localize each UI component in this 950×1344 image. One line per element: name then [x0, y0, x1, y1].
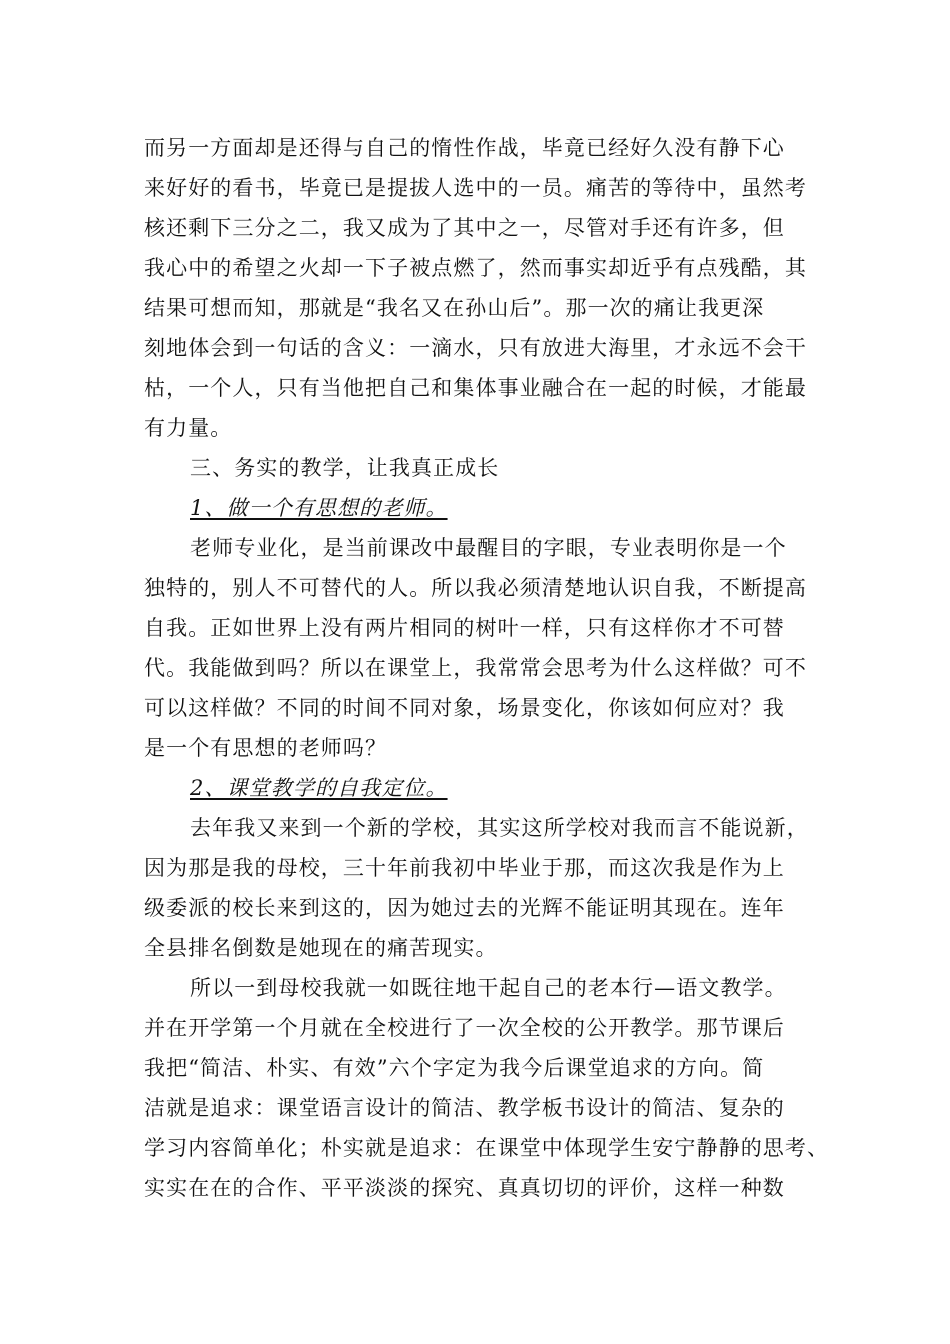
section-heading: 三、务实的教学，让我真正成长 — [190, 456, 500, 480]
body-text-line: 而另一方面却是还得与自己的惰性作战，毕竟已经好久没有静下心 — [144, 136, 785, 160]
body-text-line: 有力量。 — [144, 416, 233, 440]
subsection-heading: 2、课堂教学的自我定位。 — [190, 776, 448, 800]
body-text-line: 枯，一个人，只有当他把自己和集体事业融合在一起的时候，才能最 — [144, 376, 807, 400]
body-text-line: 并在开学第一个月就在全校进行了一次全校的公开教学。那节课后 — [144, 1016, 785, 1040]
body-text-line: 可以这样做？不同的时间不同对象，场景变化，你该如何应对？我 — [144, 696, 785, 720]
body-text-line: 独特的，别人不可替代的人。所以我必须清楚地认识自我，不断提高 — [144, 576, 807, 600]
body-text-line: 全县排名倒数是她现在的痛苦现实。 — [144, 936, 498, 960]
body-text-line: 实实在在的合作、平平淡淡的探究、真真切切的评价，这样一种数 — [144, 1176, 785, 1200]
body-text-line: 刻地体会到一句话的含义：一滴水，只有放进大海里，才永远不会干 — [144, 336, 807, 360]
paragraph-first-line: 老师专业化，是当前课改中最醒目的字眼，专业表明你是一个 — [190, 536, 787, 560]
body-text-line: 洁就是追求：课堂语言设计的简洁、教学板书设计的简洁、复杂的 — [144, 1096, 785, 1120]
body-text-line: 结果可想而知，那就是“我名又在孙山后”。那一次的痛让我更深 — [144, 296, 765, 320]
body-text-line: 代。我能做到吗？所以在课堂上，我常常会思考为什么这样做？可不 — [144, 656, 807, 680]
body-text-line: 是一个有思想的老师吗？ — [144, 736, 388, 760]
body-text-line: 因为那是我的母校，三十年前我初中毕业于那，而这次我是作为上 — [144, 856, 785, 880]
paragraph-first-line: 所以一到母校我就一如既往地干起自己的老本行—语文教学。 — [190, 976, 787, 1000]
body-text-line: 来好好的看书，毕竟已是提拔人选中的一员。痛苦的等待中，虽然考 — [144, 176, 807, 200]
body-text-line: 学习内容简单化；朴实就是追求：在课堂中体现学生安宁静静的思考、 — [144, 1136, 830, 1160]
paragraph-first-line: 去年我又来到一个新的学校，其实这所学校对我而言不能说新， — [190, 816, 809, 840]
body-text-line: 我心中的希望之火却一下子被点燃了，然而事实却近乎有点残酷，其 — [144, 256, 807, 280]
body-text-line: 我把“简洁、朴实、有效”六个字定为我今后课堂追求的方向。简 — [144, 1056, 765, 1080]
subsection-heading: 1、做一个有思想的老师。 — [190, 496, 448, 520]
body-text-line: 自我。正如世界上没有两片相同的树叶一样，只有这样你才不可替 — [144, 616, 785, 640]
body-text-line: 核还剩下三分之二，我又成为了其中之一，尽管对手还有许多，但 — [144, 216, 785, 240]
body-text-line: 级委派的校长来到这的，因为她过去的光辉不能证明其现在。连年 — [144, 896, 785, 920]
